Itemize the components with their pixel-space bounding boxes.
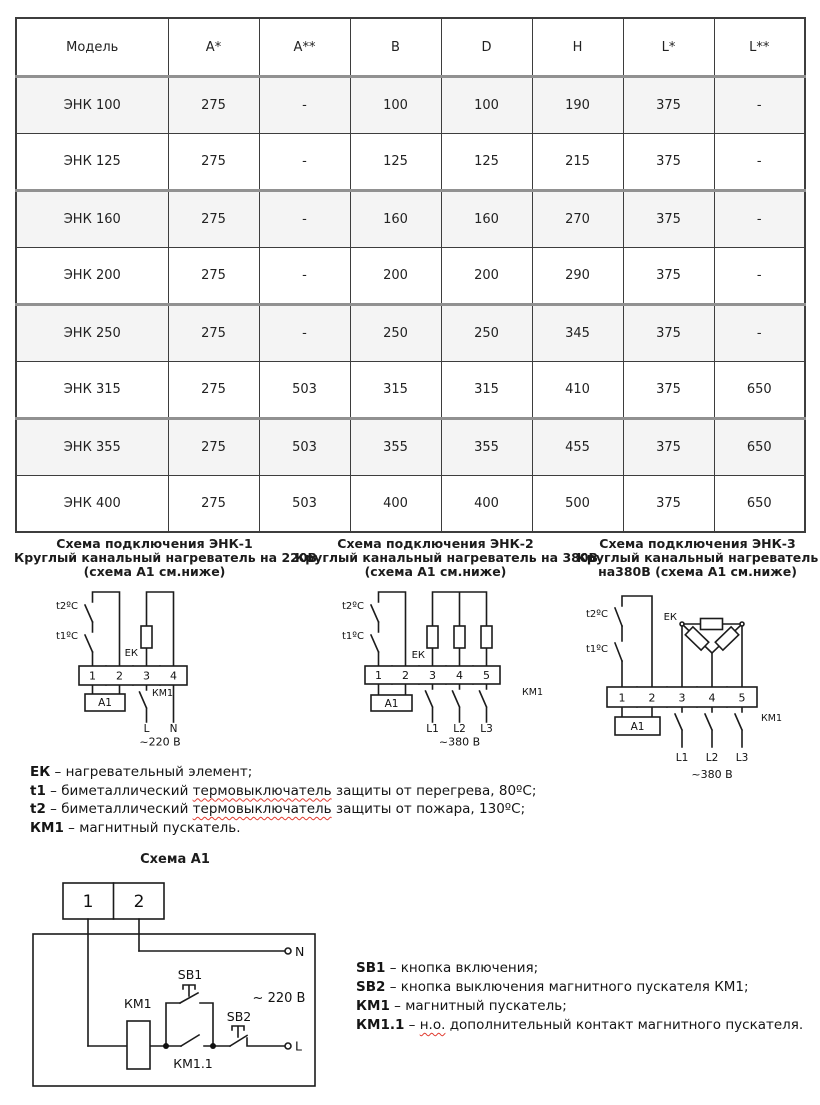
table-cell: 500 bbox=[532, 476, 623, 533]
legend-wavy-text: термовыключатель bbox=[192, 782, 332, 799]
enk1-terminal-3: 3 bbox=[143, 669, 150, 683]
enk2-terminal-1: 1 bbox=[375, 669, 382, 683]
legend-text: – кнопка выключения магнитного пускателя КМ1; bbox=[385, 979, 749, 995]
table-cell: 275 bbox=[168, 362, 259, 419]
diagram-enk2 bbox=[295, 536, 599, 752]
table-cell: 375 bbox=[623, 134, 714, 191]
diagram-enk3 bbox=[575, 537, 820, 789]
schema-a1-terminal-1: 1 bbox=[82, 892, 94, 912]
table-cell: 125 bbox=[441, 134, 532, 191]
table-cell: 275 bbox=[168, 248, 259, 305]
table-cell: 400 bbox=[441, 476, 532, 533]
table-cell: 200 bbox=[350, 248, 441, 305]
table-cell: 375 bbox=[623, 305, 714, 362]
table-cell: - bbox=[259, 248, 350, 305]
table-cell: 250 bbox=[441, 305, 532, 362]
table-row bbox=[16, 476, 805, 533]
table-cell: 503 bbox=[259, 362, 350, 419]
table-cell: 270 bbox=[532, 191, 623, 248]
table-cell: 250 bbox=[350, 305, 441, 362]
enk2-ek-label: ЕК bbox=[411, 650, 425, 662]
enk2-voltage-label: ~380 В bbox=[438, 735, 481, 749]
table-row bbox=[16, 134, 805, 191]
schema-a1-svg bbox=[30, 874, 360, 1102]
junction-node bbox=[163, 1043, 169, 1049]
table-cell: 503 bbox=[259, 476, 350, 533]
diagram-enk3-title-line1: Схема подключения ЭНК-3 bbox=[599, 536, 796, 551]
enk3-terminal-5: 5 bbox=[738, 691, 746, 705]
table-cell: ЭНК 100 bbox=[16, 77, 168, 134]
table-row bbox=[16, 362, 805, 419]
legend-term: КМ1 bbox=[30, 819, 64, 836]
legend-line-ek bbox=[30, 763, 536, 782]
table-cell: 100 bbox=[350, 77, 441, 134]
table-cell: - bbox=[714, 305, 805, 362]
table-cell: 315 bbox=[441, 362, 532, 419]
enk3-terminal-3: 3 bbox=[678, 691, 686, 705]
enk3-delta-node-left bbox=[680, 622, 684, 626]
col-header-a1: A* bbox=[168, 18, 259, 77]
enk1-t2-label: t2ºС bbox=[56, 601, 78, 613]
n-terminal-dot bbox=[285, 948, 291, 954]
enk3-phase-l1: L1 bbox=[675, 752, 689, 765]
enk2-phase-l2: L2 bbox=[453, 723, 466, 736]
table-cell: - bbox=[259, 305, 350, 362]
table-cell: 375 bbox=[623, 419, 714, 476]
legend-term: КМ1 bbox=[356, 998, 390, 1014]
enk3-voltage-label: ~380 В bbox=[691, 768, 733, 782]
table-cell: ЭНК 250 bbox=[16, 305, 168, 362]
table-row bbox=[16, 419, 805, 476]
enk3-t2-label: t2ºС bbox=[586, 609, 608, 621]
legend-text: – биметаллический bbox=[45, 782, 193, 799]
diagram-enk1-title-line2: Круглый канальный нагреватель на 220В bbox=[14, 549, 318, 565]
table-cell: ЭНК 355 bbox=[16, 419, 168, 476]
enk3-delta-resistor-right bbox=[715, 627, 738, 650]
table-cell: ЭНК 315 bbox=[16, 362, 168, 419]
table-header bbox=[16, 18, 805, 77]
table-row bbox=[16, 305, 805, 362]
km1-label: КМ1 bbox=[124, 996, 152, 1011]
diagram-enk1-title-line3: (схема А1 см.ниже) bbox=[83, 563, 226, 579]
legend-text: защиты от пожара, 130ºС; bbox=[331, 801, 526, 817]
table-cell: 650 bbox=[714, 419, 805, 476]
legend-heaters bbox=[30, 763, 536, 837]
sb2-label: SB2 bbox=[226, 1009, 252, 1024]
enk1-terminal-2: 2 bbox=[116, 669, 123, 683]
legend-text: – кнопка включения; bbox=[385, 960, 539, 976]
legend-term: ЕК bbox=[30, 764, 51, 780]
enk2-terminal-2: 2 bbox=[402, 669, 409, 683]
table-cell: - bbox=[259, 191, 350, 248]
enk3-a1-label: А1 bbox=[630, 721, 645, 734]
enk3-terminal-1: 1 bbox=[618, 691, 626, 705]
enk3-delta-node-right bbox=[740, 622, 744, 626]
table-cell: ЭНК 200 bbox=[16, 248, 168, 305]
table-cell: 275 bbox=[168, 77, 259, 134]
enk1-heater-resistor bbox=[141, 626, 152, 648]
enk1-phase-n: N bbox=[169, 723, 178, 736]
table-cell: 503 bbox=[259, 419, 350, 476]
table-cell: 160 bbox=[441, 191, 532, 248]
legend-text: дополнительный контакт магнитного пускателя. bbox=[445, 1017, 804, 1033]
sb1-label: SB1 bbox=[177, 967, 203, 982]
table-cell: 650 bbox=[714, 476, 805, 533]
enk2-heater-resistor-2 bbox=[454, 626, 465, 648]
table-cell: ЭНК 400 bbox=[16, 476, 168, 533]
diagram-enk3-title-line2: Круглый канальный нагреватель bbox=[576, 549, 819, 565]
col-header-l1: L* bbox=[623, 18, 714, 77]
enk3-delta-resistor-left bbox=[685, 627, 708, 650]
enk1-t1-label: t1ºС bbox=[56, 631, 78, 643]
table-cell: 100 bbox=[441, 77, 532, 134]
table-cell: 315 bbox=[350, 362, 441, 419]
legend-term: SB2 bbox=[356, 979, 386, 995]
legend-term: t2 bbox=[30, 801, 46, 817]
schema-a1-terminal-2: 2 bbox=[133, 892, 145, 912]
table-cell: 190 bbox=[532, 77, 623, 134]
legend-line-sb1 bbox=[356, 959, 803, 978]
table-row bbox=[16, 77, 805, 134]
enk2-t1-label: t1ºС bbox=[342, 631, 364, 643]
enk2-heater-resistor-1 bbox=[427, 626, 438, 648]
legend-text: – магнитный пускатель. bbox=[63, 819, 241, 836]
table-cell: - bbox=[714, 134, 805, 191]
col-header-h: H bbox=[532, 18, 623, 77]
schema-a1-title: Схема А1 bbox=[140, 852, 210, 867]
col-header-b: B bbox=[350, 18, 441, 77]
table-cell: - bbox=[714, 191, 805, 248]
table-cell: - bbox=[259, 77, 350, 134]
table-body bbox=[16, 77, 805, 533]
diagram-enk2-title-line3: (схема А1 см.ниже) bbox=[364, 563, 507, 579]
table-cell: - bbox=[714, 77, 805, 134]
table-cell: 375 bbox=[623, 476, 714, 533]
table-cell: 275 bbox=[168, 476, 259, 533]
table-cell: - bbox=[714, 248, 805, 305]
km1-coil bbox=[127, 1021, 150, 1069]
table-cell: 400 bbox=[350, 476, 441, 533]
table-cell: 160 bbox=[350, 191, 441, 248]
enk1-a1-label: А1 bbox=[98, 697, 112, 710]
legend-schema-a1 bbox=[356, 959, 803, 1035]
table-cell: 275 bbox=[168, 134, 259, 191]
enk1-terminal-1: 1 bbox=[89, 669, 96, 683]
legend-term: SB1 bbox=[356, 960, 386, 976]
enk3-phase-l3: L3 bbox=[735, 752, 749, 765]
table-cell: ЭНК 160 bbox=[16, 191, 168, 248]
table-cell: 455 bbox=[532, 419, 623, 476]
enk2-km1-label: КМ1 bbox=[522, 687, 543, 699]
legend-text: – bbox=[404, 1017, 420, 1033]
diagram-enk3-title-line3: на380В (схема А1 см.ниже) bbox=[598, 563, 797, 579]
enk1-ek-label: ЕК bbox=[124, 648, 138, 660]
enk3-t1-label: t1ºС bbox=[586, 644, 608, 656]
schema-a1-voltage-label: ~ 220 В bbox=[252, 991, 306, 1006]
table-cell: 275 bbox=[168, 419, 259, 476]
enk3-terminal-4: 4 bbox=[708, 691, 716, 705]
table-cell: 375 bbox=[623, 248, 714, 305]
table-cell: - bbox=[259, 134, 350, 191]
enk2-terminal-4: 4 bbox=[456, 669, 463, 683]
col-header-d: D bbox=[441, 18, 532, 77]
table-cell: 200 bbox=[441, 248, 532, 305]
legend-line-km11 bbox=[356, 1016, 803, 1035]
enk2-circuit-svg bbox=[295, 584, 576, 752]
enk2-t2-label: t2ºС bbox=[342, 601, 364, 613]
l-terminal-dot bbox=[285, 1043, 291, 1049]
enk2-phase-l1: L1 bbox=[426, 723, 439, 736]
table-cell: 215 bbox=[532, 134, 623, 191]
table-cell: 345 bbox=[532, 305, 623, 362]
junction-node bbox=[210, 1043, 216, 1049]
col-header-a2: A** bbox=[259, 18, 350, 77]
legend-text: – биметаллический bbox=[45, 801, 193, 817]
table-cell: 375 bbox=[623, 362, 714, 419]
legend-text: – магнитный пускатель; bbox=[389, 998, 567, 1014]
table-row bbox=[16, 191, 805, 248]
table-cell: 410 bbox=[532, 362, 623, 419]
n-label: N bbox=[295, 944, 305, 959]
dimensions-table bbox=[15, 17, 806, 533]
enk2-terminal-3: 3 bbox=[429, 669, 436, 683]
l-label: L bbox=[295, 1038, 302, 1054]
legend-term: t1 bbox=[30, 782, 46, 799]
diagram-enk2-title-line2: Круглый канальный нагреватель на 380В bbox=[295, 549, 599, 565]
table-row bbox=[16, 248, 805, 305]
legend-line-t2 bbox=[30, 800, 536, 819]
enk3-terminal-2: 2 bbox=[648, 691, 656, 705]
table-cell: 125 bbox=[350, 134, 441, 191]
enk1-circuit-svg bbox=[14, 584, 295, 752]
legend-line-t1 bbox=[30, 782, 536, 801]
col-header-model: Модель bbox=[16, 18, 168, 77]
legend-wavy-text: н.о. bbox=[419, 1017, 446, 1033]
legend-text: – нагревательный элемент; bbox=[50, 764, 253, 780]
table-cell: 375 bbox=[623, 77, 714, 134]
table-cell: 355 bbox=[350, 419, 441, 476]
legend-line-km1 bbox=[30, 819, 536, 838]
enk1-km1-label: КМ1 bbox=[152, 688, 173, 700]
enk3-phase-l2: L2 bbox=[705, 752, 719, 765]
legend-text: защиты от перегрева, 80ºС; bbox=[331, 782, 537, 799]
table-cell: 275 bbox=[168, 191, 259, 248]
table-cell: 375 bbox=[623, 191, 714, 248]
table-cell: 355 bbox=[441, 419, 532, 476]
legend-line-sb2 bbox=[356, 978, 803, 997]
enk3-ek-label: ЕК bbox=[663, 612, 677, 624]
diagram-enk2-title-line1: Схема подключения ЭНК-2 bbox=[337, 536, 534, 551]
enk3-delta-resistor-top bbox=[701, 619, 723, 630]
table-cell: 650 bbox=[714, 362, 805, 419]
table-cell: 290 bbox=[532, 248, 623, 305]
legend-term: КМ1.1 bbox=[356, 1017, 405, 1033]
enk2-a1-label: А1 bbox=[384, 698, 399, 711]
enk2-terminal-5: 5 bbox=[483, 669, 490, 683]
col-header-l2: L** bbox=[714, 18, 805, 77]
enk1-voltage-label: ~220 В bbox=[139, 735, 181, 749]
enk1-terminal-4: 4 bbox=[170, 669, 177, 683]
enk2-phase-l3: L3 bbox=[480, 723, 493, 736]
enk2-heater-resistor-3 bbox=[481, 626, 492, 648]
table-cell: ЭНК 125 bbox=[16, 134, 168, 191]
legend-wavy-text: термовыключатель bbox=[192, 801, 332, 817]
enk1-phase-l: L bbox=[143, 723, 150, 736]
table-cell: 275 bbox=[168, 305, 259, 362]
enk3-km1-label: КМ1 bbox=[761, 713, 782, 725]
enk3-circuit-svg bbox=[575, 584, 820, 789]
km11-label: КМ1.1 bbox=[173, 1056, 213, 1071]
legend-line-km1 bbox=[356, 997, 803, 1016]
diagram-enk1-title-line1: Схема подключения ЭНК-1 bbox=[56, 536, 253, 551]
diagram-enk1 bbox=[14, 536, 318, 752]
